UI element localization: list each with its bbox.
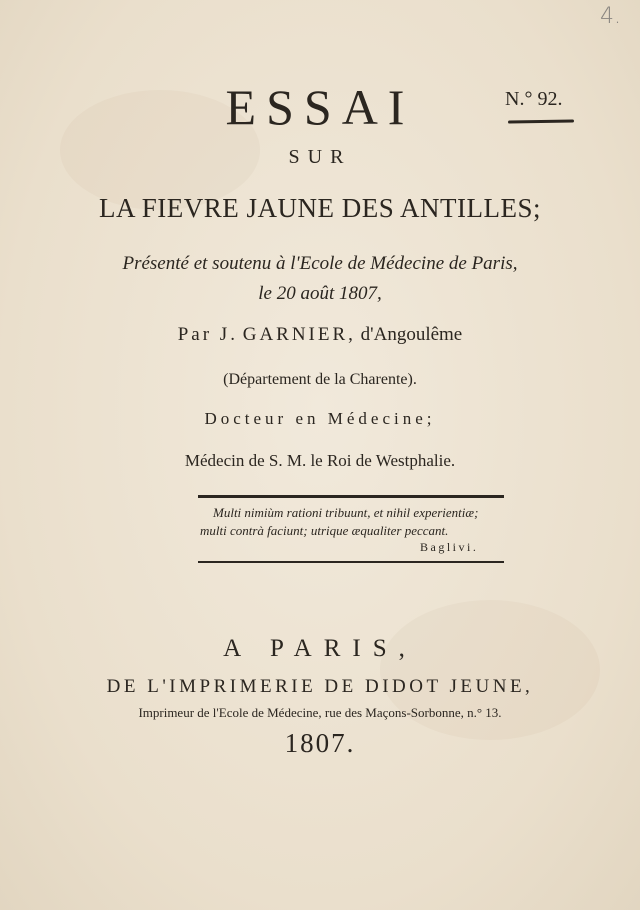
author-name: GARNIER,: [242, 324, 356, 345]
department-line: (Département de la Charente).: [223, 371, 417, 388]
title-preposition: SUR: [288, 146, 352, 168]
author-origin: d'Angoulême: [360, 324, 463, 345]
author-line: [0, 324, 640, 346]
epigraph-author: Baglivi.: [420, 540, 479, 554]
epigraph-top-rule: [198, 495, 504, 498]
imprint-city: A PARIS,: [223, 635, 417, 662]
degree-line: Docteur en Médecine;: [204, 409, 436, 428]
epigraph-line-2: multi contrà faciunt; utrique æqualiter peccant.: [200, 523, 449, 538]
author-prefix: Par J.: [177, 324, 238, 345]
imprint-printer-detail: Imprimeur de l'Ecole de Médecine, rue des Maçons-Sorbonne, n.° 13.: [138, 705, 502, 720]
catalog-number: N.° 92.: [505, 88, 563, 110]
subject-line: LA FIEVRE JAUNE DES ANTILLES;: [99, 193, 541, 223]
presented-line: Présenté et soutenu à l'Ecole de Médecine de Paris,: [122, 253, 518, 274]
imprint-printer: DE L'IMPRIMERIE DE DIDOT JEUNE,: [106, 676, 534, 697]
epigraph-bottom-rule: [198, 561, 504, 563]
epigraph-line-1: Multi nimiùm rationi tribuunt, et nihil experientiæ;: [213, 505, 479, 520]
imprint-year: 1807.: [284, 728, 356, 758]
book-title: ESSAI: [225, 79, 415, 135]
role-line: Médecin de S. M. le Roi de Westphalie.: [184, 451, 456, 470]
date-line: le 20 août 1807,: [258, 283, 382, 304]
pencil-mark: 4.: [600, 4, 621, 29]
